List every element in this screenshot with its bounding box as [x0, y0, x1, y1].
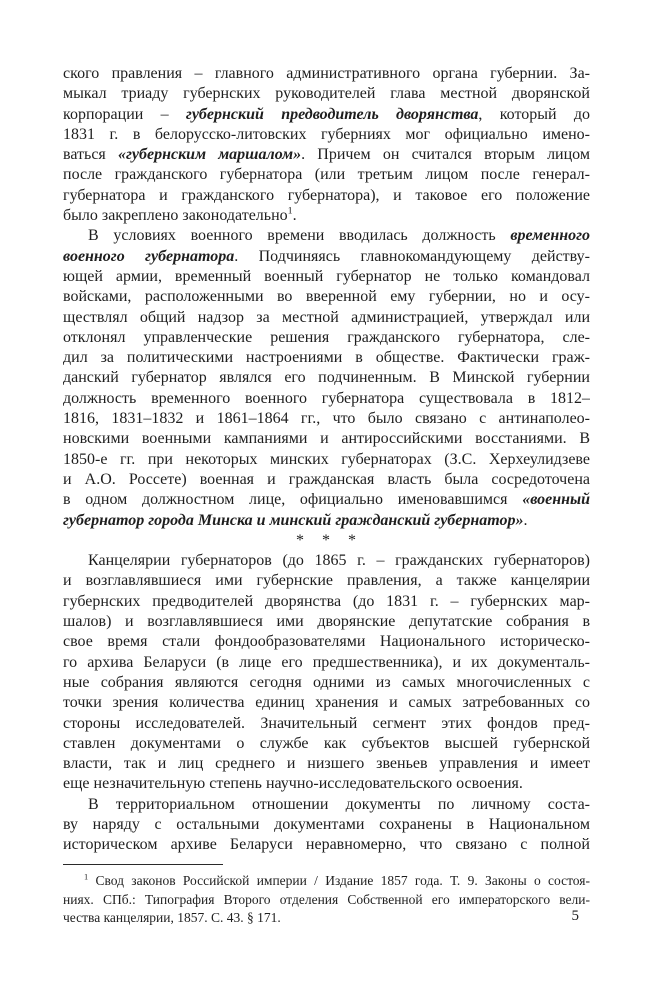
section-separator: * * *	[296, 531, 357, 549]
text-run: ниях. СПб.: Типография Второго отделения Собственной его императорского вели-	[63, 891, 590, 907]
text-run: , который до	[478, 105, 590, 123]
footnote-line	[63, 909, 590, 928]
text-run: чества канцелярии, 1857. С. 43. § 171.	[63, 910, 281, 926]
text-line	[63, 490, 590, 510]
footnote-line	[63, 872, 590, 891]
text-run: корпорации –	[63, 105, 186, 123]
text-line	[63, 470, 590, 490]
text-run: еще незначительную степень научно-исследовательского освоения.	[63, 775, 523, 793]
footnote-divider	[63, 864, 223, 865]
text-line	[63, 308, 590, 328]
text-line	[63, 64, 590, 84]
text-run: Свод законов Российской империи / Издание 1857 года. Т. 9. Законы о состоя-	[88, 873, 590, 888]
text-run: ществлял общий надзор за местной администрацией, утверждал или	[63, 308, 590, 326]
text-run: го архива Беларуси (в лице его предшественника), и их документаль-	[63, 653, 590, 671]
text-line	[63, 389, 590, 409]
text-run: ющей армии, временный военный губернатор не только командовал	[63, 267, 590, 285]
text-run: .	[523, 511, 528, 529]
text-line	[63, 348, 590, 368]
text-run: мыкал триаду губернских руководителей глава местной дворянской	[63, 85, 590, 103]
text-line	[63, 247, 590, 267]
text-run: стороны исследователей. Значительный сегмент этих фондов пред-	[63, 714, 590, 732]
paragraph	[63, 64, 590, 226]
paragraph	[63, 795, 590, 856]
emphasis-text: губернатор города Минска и минский гражданский губернатор»	[63, 511, 524, 529]
emphasis-text: военного губернатора	[63, 247, 235, 265]
text-line	[63, 165, 590, 185]
text-line	[63, 84, 590, 104]
text-run: ные собрания являются сегодня одними из самых многочисленных с	[63, 673, 590, 691]
text-run: В территориальном отношении документы по личному соста-	[88, 795, 590, 813]
text-run: точки зрения количества единиц хранения и самых затребованных со	[63, 694, 590, 712]
footnote-marker: 1	[84, 872, 89, 882]
body-text	[63, 64, 590, 856]
text-line	[63, 632, 590, 652]
text-line	[63, 774, 590, 794]
text-run: после гражданского губернатора (или третьим лицом после генерал-	[63, 166, 590, 184]
emphasis-text: временного	[510, 227, 590, 245]
text-run: Канцелярии губернаторов (до 1865 г. – гражданских губернаторов)	[88, 552, 590, 570]
text-line	[63, 673, 590, 693]
text-run: ставлен документами о службе как субъектов высшей губернской	[63, 734, 590, 752]
text-run: губернских предводителей дворянства (до 1831 г. – губернских мар-	[63, 592, 590, 610]
text-run: новскими военными кампаниями и антироссийскими восстаниями. В	[63, 430, 590, 448]
text-line	[63, 612, 590, 632]
text-run: 1816, 1831–1832 и 1861–1864 гг., что было связано с антинаполео-	[63, 410, 590, 428]
footnote	[63, 872, 590, 928]
text-run: дил за политическими настроениями в обществе. Фактически граж-	[63, 349, 590, 367]
text-run: ву наряду с остальными документами сохранены в Национальном	[63, 815, 590, 833]
text-run: должность временного военного губернатора существовала в 1812–	[63, 389, 590, 407]
text-line	[63, 734, 590, 754]
text-line	[63, 815, 590, 835]
text-run: было закреплено законодательно	[63, 207, 288, 225]
text-run: губернатора и гражданского губернатора), и таковое его положение	[63, 186, 590, 204]
text-run: 1831 г. в белорусско-литовских губерниях мог официально имено-	[63, 125, 590, 143]
emphasis-text: губернский предводитель дворянства	[185, 105, 479, 123]
text-line	[63, 105, 590, 125]
emphasis-text: «губернским маршалом»	[117, 146, 302, 164]
text-line	[63, 125, 590, 145]
text-line	[63, 206, 590, 226]
text-run: свое время стали фондообразователями Национального историческо-	[63, 633, 590, 651]
text-run: и возглавлявшиеся ими губернские правления, а также канцелярии	[63, 572, 590, 590]
text-line	[63, 511, 590, 531]
text-line	[63, 226, 590, 246]
text-run: и А.О. Россете) военная и гражданская власть была сосредоточена	[63, 470, 590, 488]
text-run: ваться	[63, 146, 118, 164]
text-line	[63, 835, 590, 855]
text-line	[63, 145, 590, 165]
text-run: историческом архиве Беларуси неравномерно, что связано с полной	[63, 836, 590, 854]
text-line	[63, 450, 590, 470]
text-run: .	[292, 207, 297, 225]
text-line	[63, 571, 590, 591]
footnote-line	[63, 891, 590, 910]
text-line	[63, 368, 590, 388]
text-line	[63, 429, 590, 449]
text-line	[63, 754, 590, 774]
text-run: отклонял управленческие решения гражданского губернатора, сле-	[63, 328, 590, 346]
footnote-marker: 1	[287, 206, 293, 217]
text-line	[63, 693, 590, 713]
text-line	[63, 795, 590, 815]
paragraph	[63, 551, 590, 795]
text-line	[63, 409, 590, 429]
text-line	[63, 592, 590, 612]
text-run: данский губернатор являлся его подчиненным. В Минской губернии	[63, 369, 590, 387]
text-line	[63, 267, 590, 287]
text-run: в одном должностном лице, официально именовавшимся	[63, 491, 523, 509]
text-line	[63, 653, 590, 673]
text-run: 1850-е гг. при некоторых минских губернаторах (З.С. Херхеулидзеве	[63, 450, 590, 468]
paragraph	[63, 226, 590, 530]
text-line	[63, 714, 590, 734]
text-run: В условиях военного времени вводилась должность	[88, 227, 511, 245]
text-line	[63, 186, 590, 206]
emphasis-text: «военный	[522, 491, 590, 509]
text-run: шалов) и возглавлявшиеся ими дворянские депутатские собрания в	[63, 613, 590, 631]
text-run: ского правления – главного административного органа губернии. За-	[63, 65, 590, 82]
text-run: . Подчиняясь главнокомандующему действу-	[234, 247, 590, 265]
text-run: войсками, расположенными во вверенной ему губернии, но и осу-	[63, 288, 590, 306]
page-number: 5	[571, 908, 579, 924]
text-line	[63, 287, 590, 307]
text-run: . Причем он считался вторым лицом	[301, 146, 590, 164]
text-line	[63, 328, 590, 348]
text-line	[63, 551, 590, 571]
text-run: власти, так и лиц среднего и низшего звеньев управления и имеет	[63, 755, 590, 773]
